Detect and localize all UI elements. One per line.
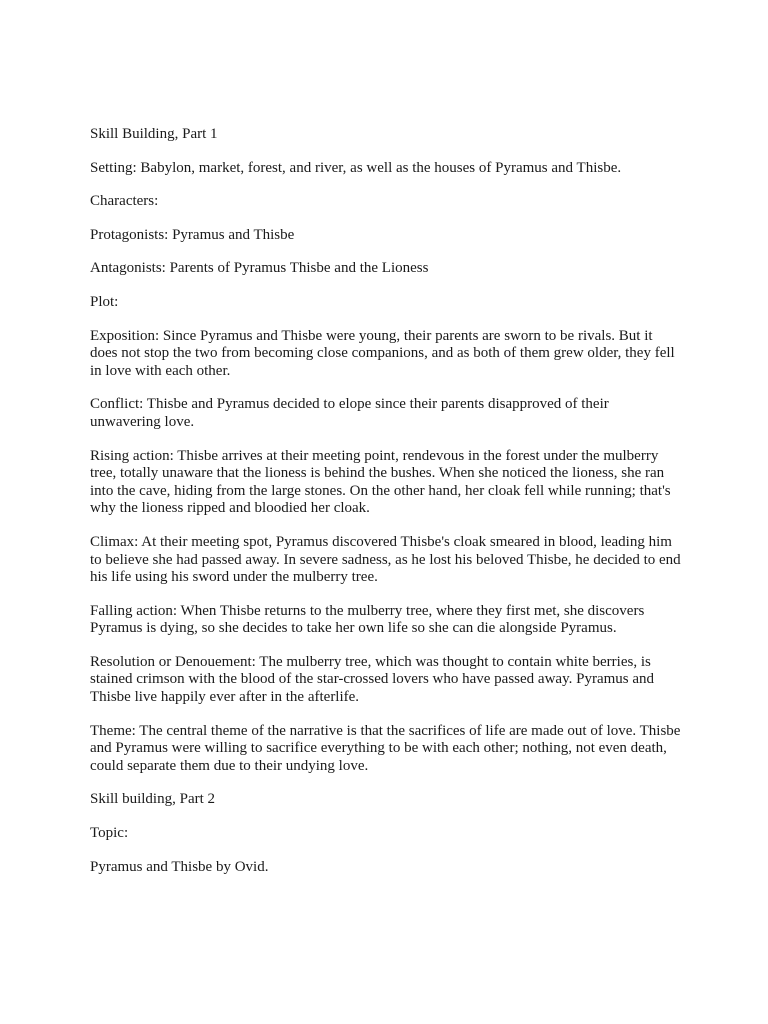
topic-value: Pyramus and Thisbe by Ovid. [90,858,269,875]
document-page [90,126,682,892]
exposition-paragraph: Exposition: Since Pyramus and Thisbe were young, their parents are sworn to be rivals. But it does not stop the two from becoming close companions, and as both of them grew older, they fell in love with each other. [90,327,675,379]
climax-paragraph: Climax: At their meeting spot, Pyramus discovered Thisbe's cloak smeared in blood, leading him to believe she had passed away. In severe sadness, as he lost his beloved Thisbe, he decided to end his life using his sword under the mulberry tree. [90,533,681,586]
section-heading-part-2: Skill building, Part 2 [90,791,216,808]
protagonists-paragraph: Protagonists: Pyramus and Thisbe [90,226,295,243]
theme-paragraph: Theme: The central theme of the narrative is that the sacrifices of life are made out of love. Thisbe and Pyramus were willing to sacrifice everything to be with each other; nothing, not even death, could separate them due to their undying love. [90,722,681,774]
rising-action-paragraph: Rising action: Thisbe arrives at their meeting point, rendevous in the forest under the mulberry tree, totally unaware that the lioness is behind the bushes. When she noticed the lioness, she ran into the cave, hiding from the large stones. On the other hand, her cloak fell while running; that's why the lioness ripped and bloodied her cloak. [90,447,671,517]
resolution-paragraph: Resolution or Denouement: The mulberry tree, which was thought to contain white berries, is stained crimson with the blood of the star-crossed lovers who have passed away. Pyramus and Thisbe live happily ever after in the afterlife. [90,653,655,706]
setting-paragraph: Setting: Babylon, market, forest, and river, as well as the houses of Pyramus and Thisbe. [90,159,622,176]
section-heading-part-1: Skill Building, Part 1 [90,126,218,142]
topic-label: Topic: [90,825,129,842]
antagonists-paragraph: Antagonists: Parents of Pyramus Thisbe and the Lioness [90,260,429,277]
conflict-paragraph: Conflict: Thisbe and Pyramus decided to elope since their parents disapproved of their unwavering love. [90,396,609,430]
plot-label: Plot: [90,293,119,310]
characters-label: Characters: [90,193,159,210]
falling-action-paragraph: Falling action: When Thisbe returns to the mulberry tree, where they first met, she discovers Pyramus is dying, so she decides to take her own life so she can die alongside Pyramus. [90,602,645,637]
